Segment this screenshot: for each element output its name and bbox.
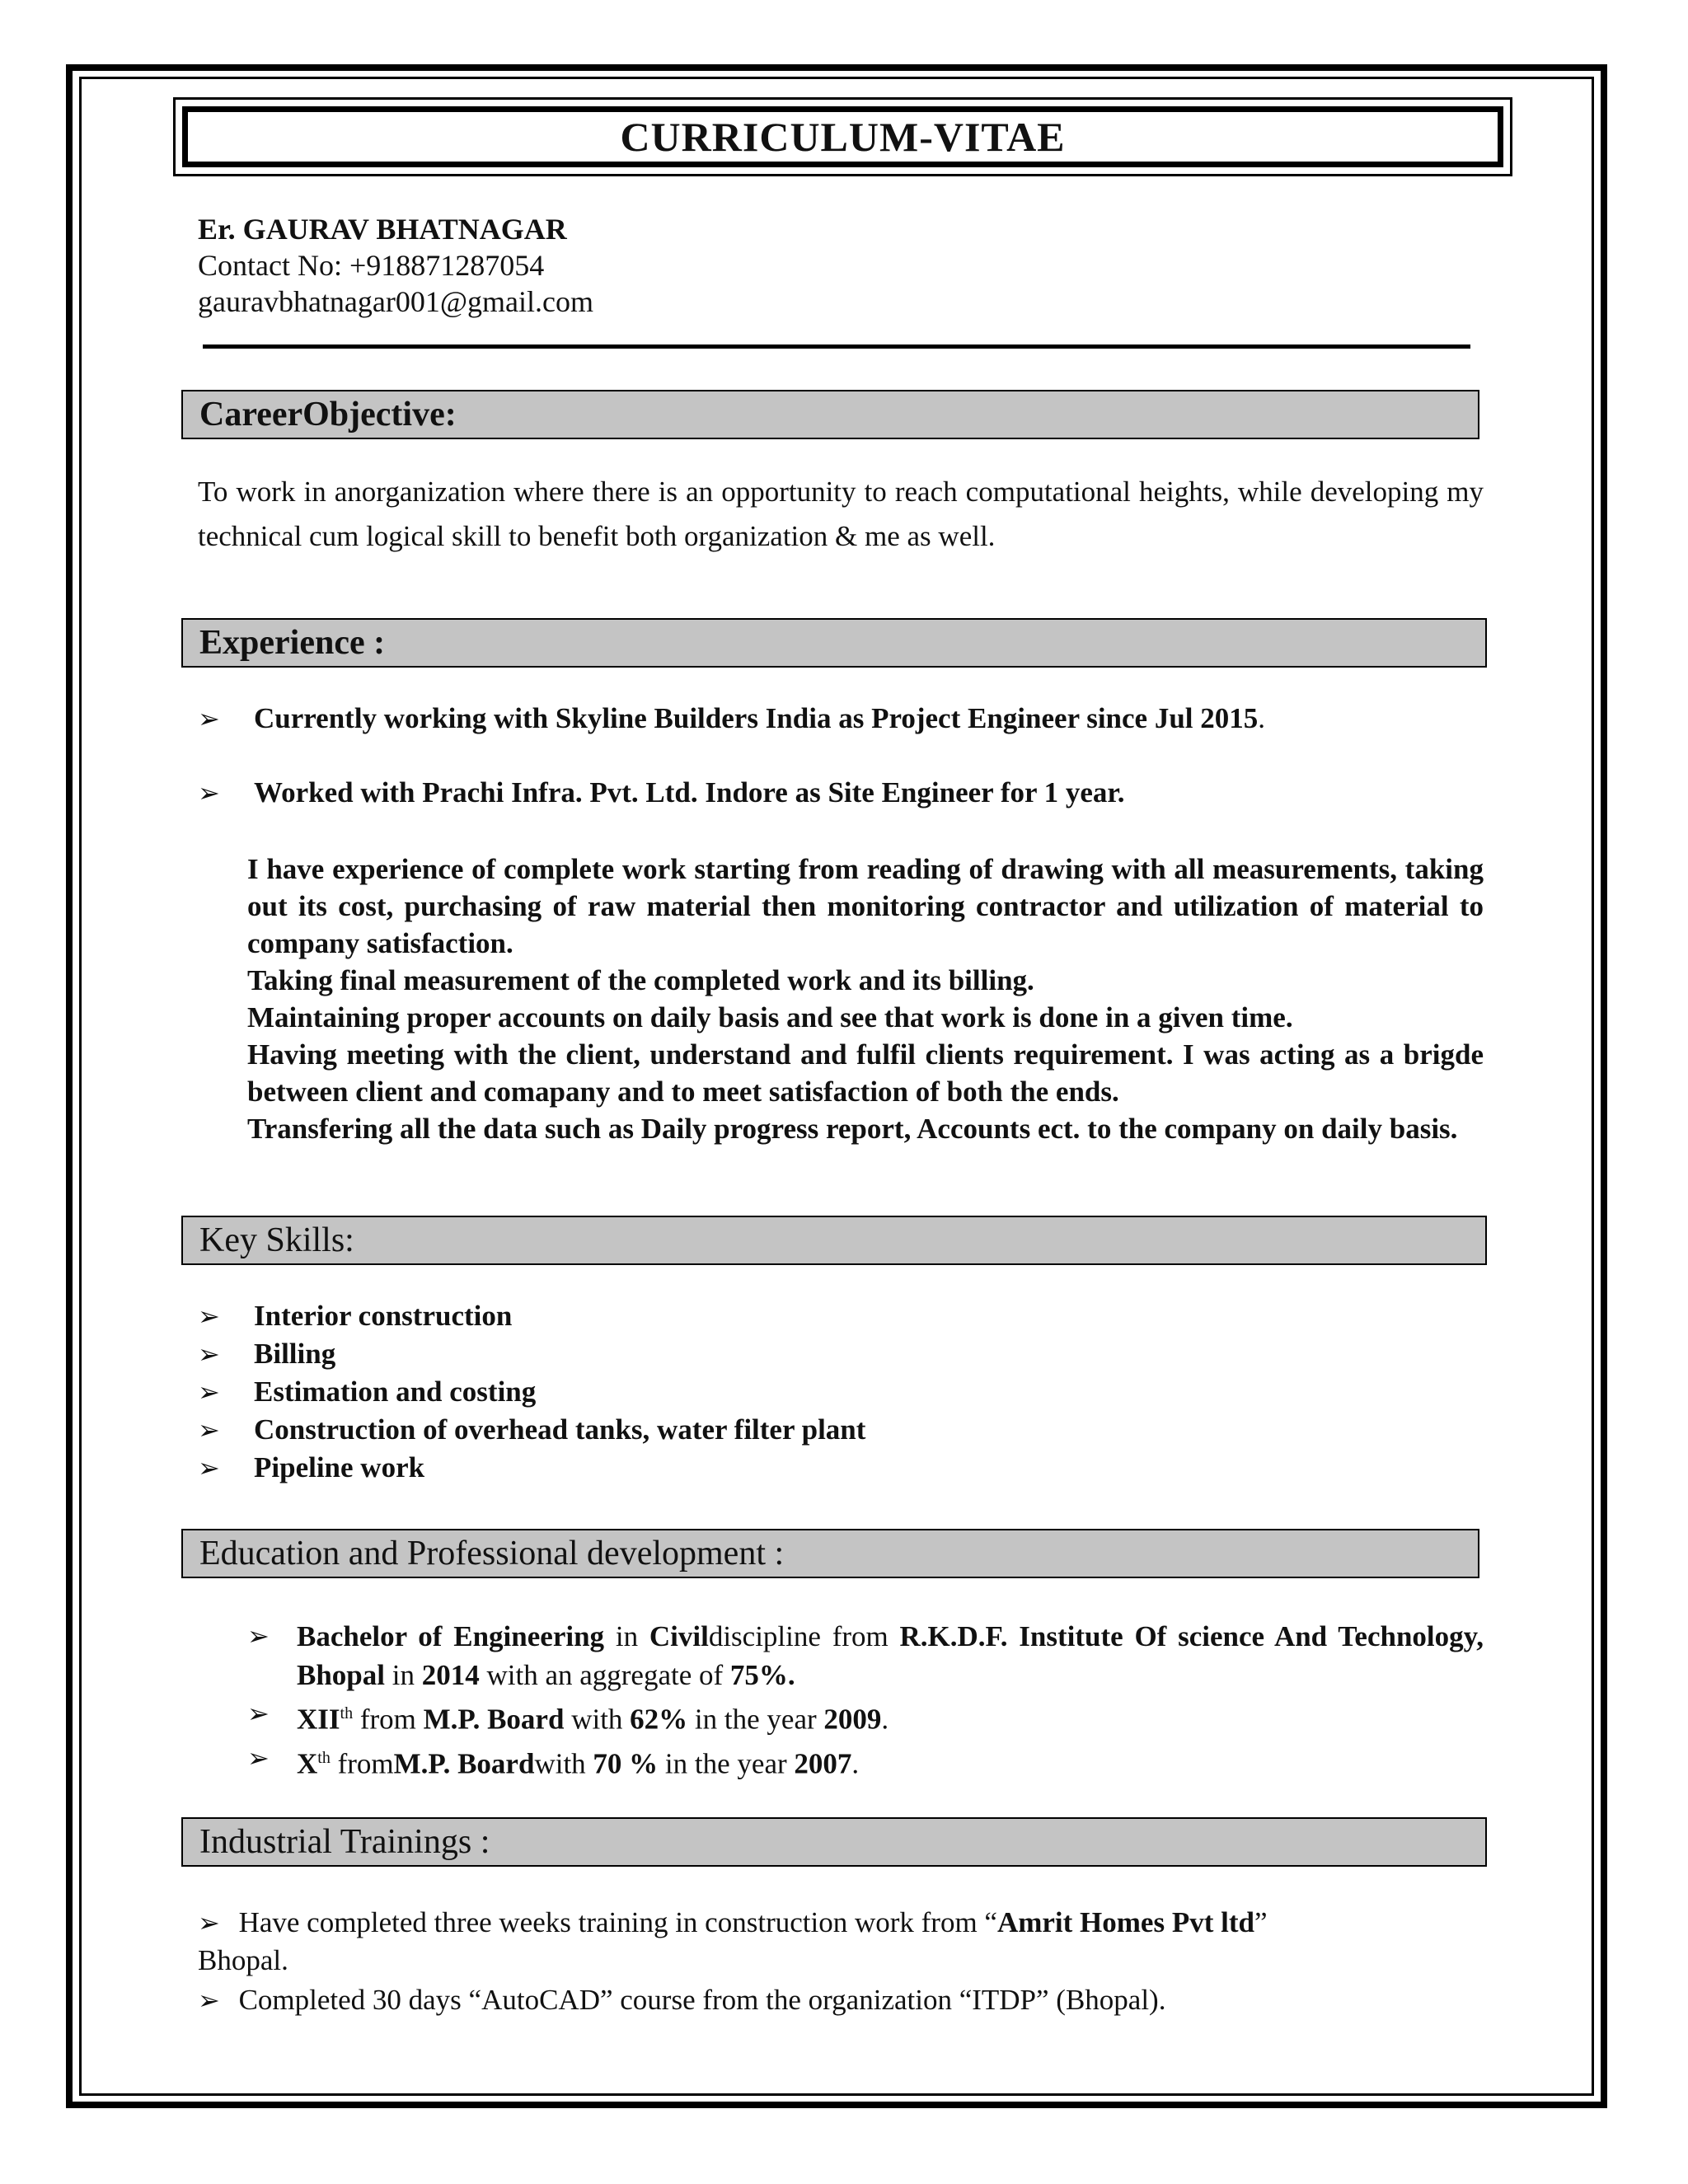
experience-item-previous: ➢ Worked with Prachi Infra. Pvt. Ltd. Indore as Site Engineer for 1 year. [198, 775, 1484, 811]
phone-number: Contact No: +918871287054 [198, 249, 545, 282]
education-item-x: ➢ Xth fromM.P. Boardwith 70 % in the year 2007. [247, 1739, 1484, 1783]
bullet-arrow-icon: ➢ [198, 777, 220, 808]
section-heading-experience: Experience : [181, 618, 1487, 668]
header-divider [203, 344, 1470, 349]
section-heading-education: Education and Professional development : [181, 1529, 1479, 1578]
experience-detail: I have experience of complete work starting from reading of drawing with all measurements, taking out its cost, purchasing of raw material then monitoring contractor and utilization of material to company satisfaction. [247, 853, 1484, 959]
bullet-arrow-icon: ➢ [198, 1376, 220, 1408]
education-item-be: ➢ Bachelor of Engineering in Civildiscipline from R.K.D.F. Institute Of science And Technology, Bhopal in 2014 with an aggregate of 75%. [247, 1617, 1484, 1694]
education-item-xii: ➢ XIIth from M.P. Board with 62% in the year 2009. [247, 1694, 1484, 1739]
section-heading-key-skills: Key Skills: [181, 1216, 1487, 1265]
education-list [247, 1617, 1484, 1783]
candidate-name: Er. GAURAV BHATNAGAR [198, 213, 567, 246]
bullet-arrow-icon: ➢ [198, 1907, 220, 1938]
bullet-arrow-icon: ➢ [247, 1698, 270, 1729]
list-item: ➢ Construction of overhead tanks, water filter plant [198, 1412, 1434, 1448]
experience-detail: Having meeting with the client, understand and fulfil clients requirement. I was acting as a brigde between client and comapany and to meet satisfaction of both the ends. [247, 1038, 1484, 1108]
list-item: ➢ Pipeline work [198, 1450, 1434, 1486]
title-box-inner [182, 106, 1503, 167]
experience-item-current: ➢ Currently working with Skyline Builders India as Project Engineer since Jul 2015. [198, 701, 1484, 737]
document-title: CURRICULUM-VITAE [620, 114, 1066, 160]
bullet-arrow-icon: ➢ [247, 1741, 270, 1774]
bullet-arrow-icon: ➢ [247, 1620, 270, 1652]
list-item: ➢ Interior construction [198, 1298, 1434, 1334]
bullet-arrow-icon: ➢ [198, 703, 220, 734]
email-address: gauravbhatnagar001@gmail.com [198, 285, 593, 318]
bullet-arrow-icon: ➢ [198, 1338, 220, 1370]
contact-block [198, 211, 593, 320]
section-heading-trainings: Industrial Trainings : [181, 1817, 1487, 1867]
title-box [173, 97, 1512, 176]
experience-detail: Taking final measurement of the completed work and its billing. [247, 964, 1034, 996]
section-heading-career-objective: CareerObjective: [181, 390, 1479, 439]
bullet-arrow-icon: ➢ [198, 1985, 220, 2016]
career-objective-text: To work in anorganization where there is an opportunity to reach computational heights, while developing my technical cum logical skill to benefit both organization & me as well. [198, 476, 1484, 552]
bullet-arrow-icon: ➢ [198, 1301, 220, 1332]
experience-detail: Transfering all the data such as Daily progress report, Accounts ect. to the company on daily basis. [247, 1113, 1458, 1145]
bullet-arrow-icon: ➢ [198, 1414, 220, 1446]
bullet-arrow-icon: ➢ [198, 1452, 220, 1483]
list-item: ➢ Billing [198, 1336, 1434, 1372]
experience-details [247, 851, 1484, 1147]
experience-detail: Maintaining proper accounts on daily basis and see that work is done in a given time. [247, 1001, 1293, 1033]
training-item-autocad: ➢ Completed 30 days “AutoCAD” course from the organization “ITDP” (Bhopal). [198, 1981, 1517, 2019]
list-item: ➢ Estimation and costing [198, 1374, 1434, 1410]
training-item-amrit: ➢ Have completed three weeks training in construction work from “Amrit Homes Pvt ltd” Bhopal. [198, 1904, 1517, 1980]
